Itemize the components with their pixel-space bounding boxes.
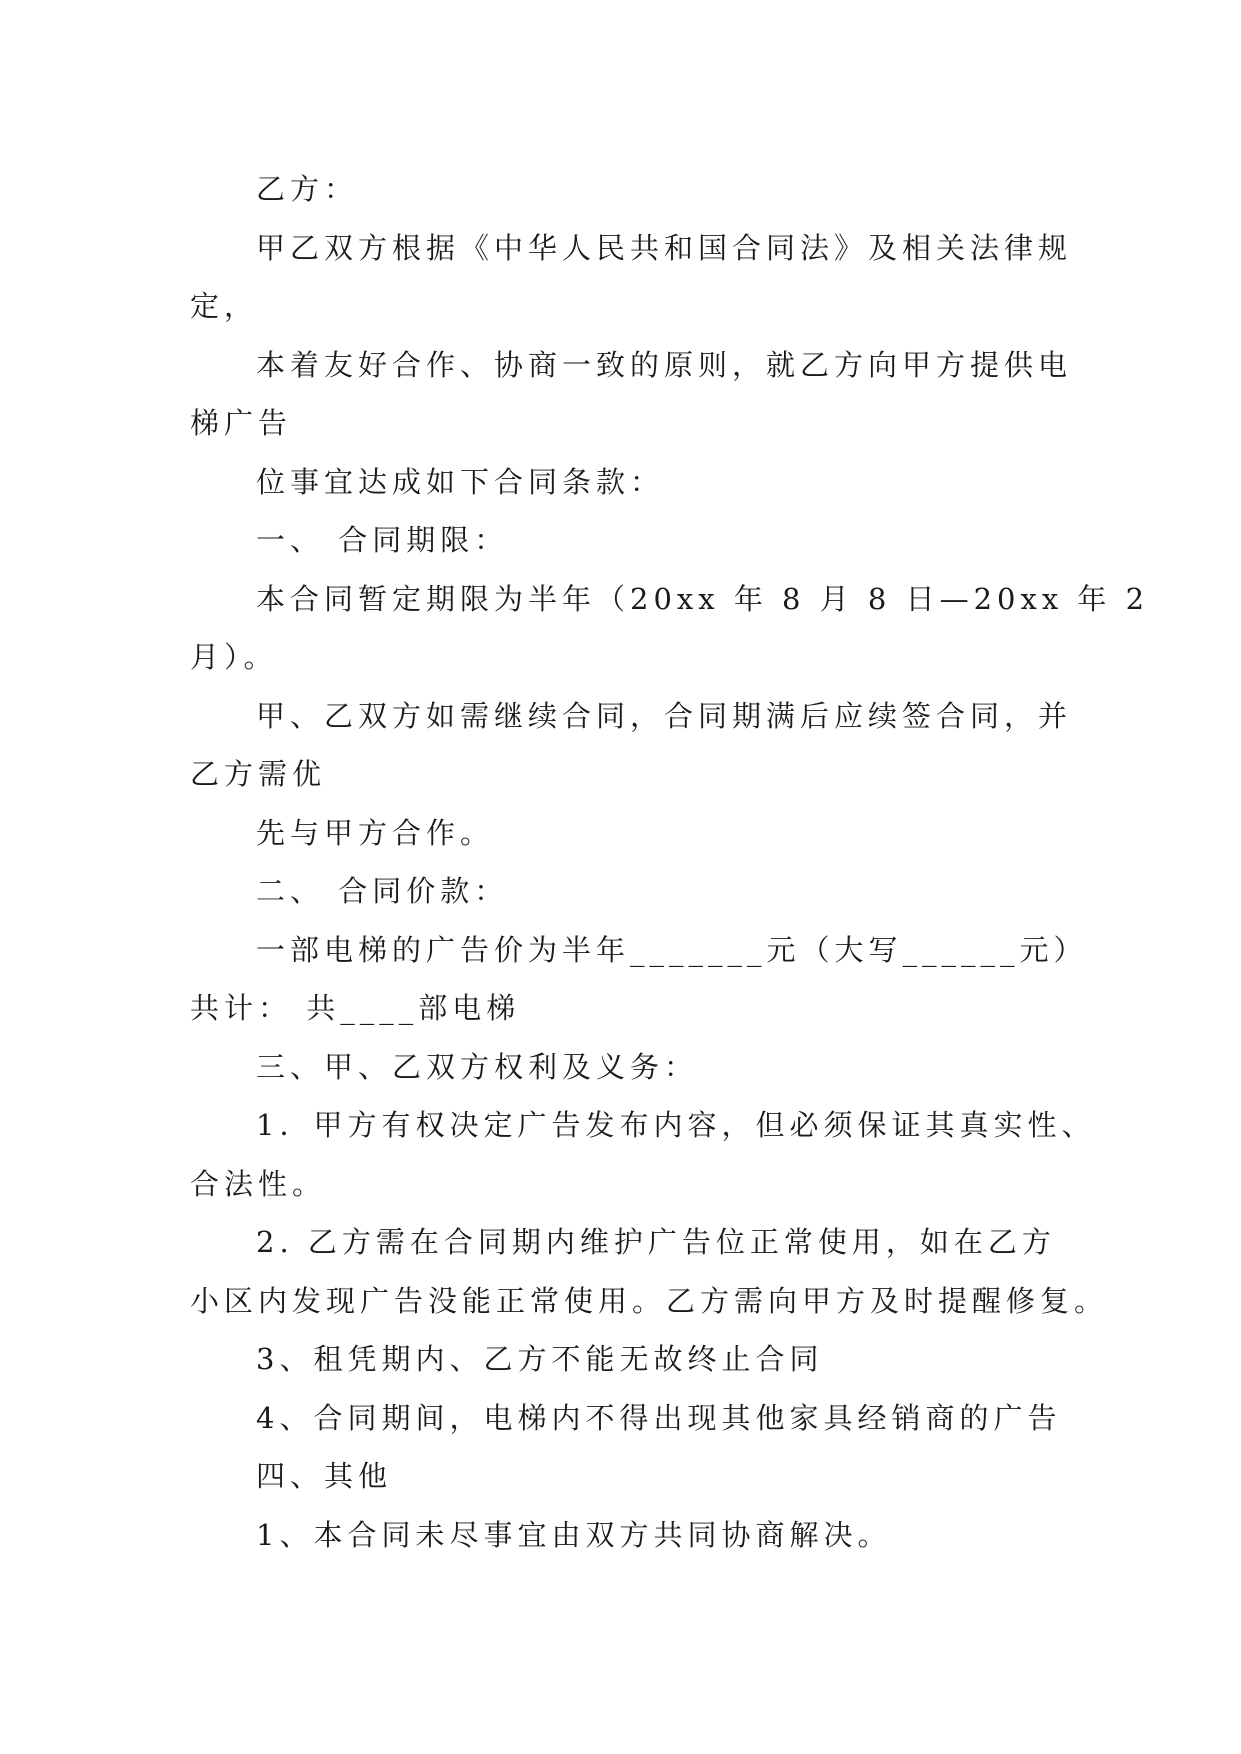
paragraph-line: 乙方需优: [190, 757, 327, 791]
paragraph-line: 合法性。: [190, 1166, 327, 1201]
paragraph-line: 小区内发现广告没能正常使用。乙方需向甲方及时提醒修复。: [190, 1283, 1109, 1318]
paragraph-line: 4、合同期间，电梯内不得出现其他家具经销商的广告: [256, 1400, 1062, 1435]
paragraph-line: 1．甲方有权决定广告发布内容，但必须保证其真实性、: [256, 1108, 1096, 1142]
section-heading-other: 四、其他: [256, 1459, 393, 1493]
paragraph-line: 位事宜达成如下合同条款：: [256, 464, 665, 499]
paragraph-line: 月）。: [190, 640, 278, 674]
paragraph-line: 本着友好合作、协商一致的原则，就乙方向甲方提供电: [256, 347, 1073, 382]
section-heading-price: 二、 合同价款：: [256, 874, 509, 908]
paragraph-line: 3、租凭期内、乙方不能无故终止合同: [256, 1342, 824, 1376]
paragraph-line: 共计： 共____部电梯: [190, 991, 521, 1025]
paragraph-line: 梯广告: [190, 406, 293, 440]
document-body: [190, 160, 1150, 1564]
paragraph-line: 1、本合同未尽事宜由双方共同协商解决。: [256, 1517, 892, 1552]
party-b-label: 乙方：: [256, 172, 359, 206]
paragraph-line: 2. 乙方需在合同期内维护广告位正常使用，如在乙方: [256, 1225, 1056, 1259]
paragraph-line: 定，: [190, 289, 259, 323]
section-heading-rights: 三、甲、乙双方权利及义务：: [256, 1049, 699, 1084]
section-heading-term: 一、 合同期限：: [256, 523, 509, 557]
paragraph-line: 本合同暂定期限为半年（20xx 年 8 月 8 日—20xx 年 2: [256, 581, 1150, 616]
paragraph-line: 一部电梯的广告价为半年_______元（大写______元）: [256, 932, 1088, 967]
paragraph-line: 甲乙双方根据《中华人民共和国合同法》及相关法律规: [256, 230, 1073, 265]
paragraph-line: 甲、乙双方如需继续合同，合同期满后应续签合同，并: [256, 698, 1073, 733]
paragraph-line: 先与甲方合作。: [256, 815, 495, 850]
